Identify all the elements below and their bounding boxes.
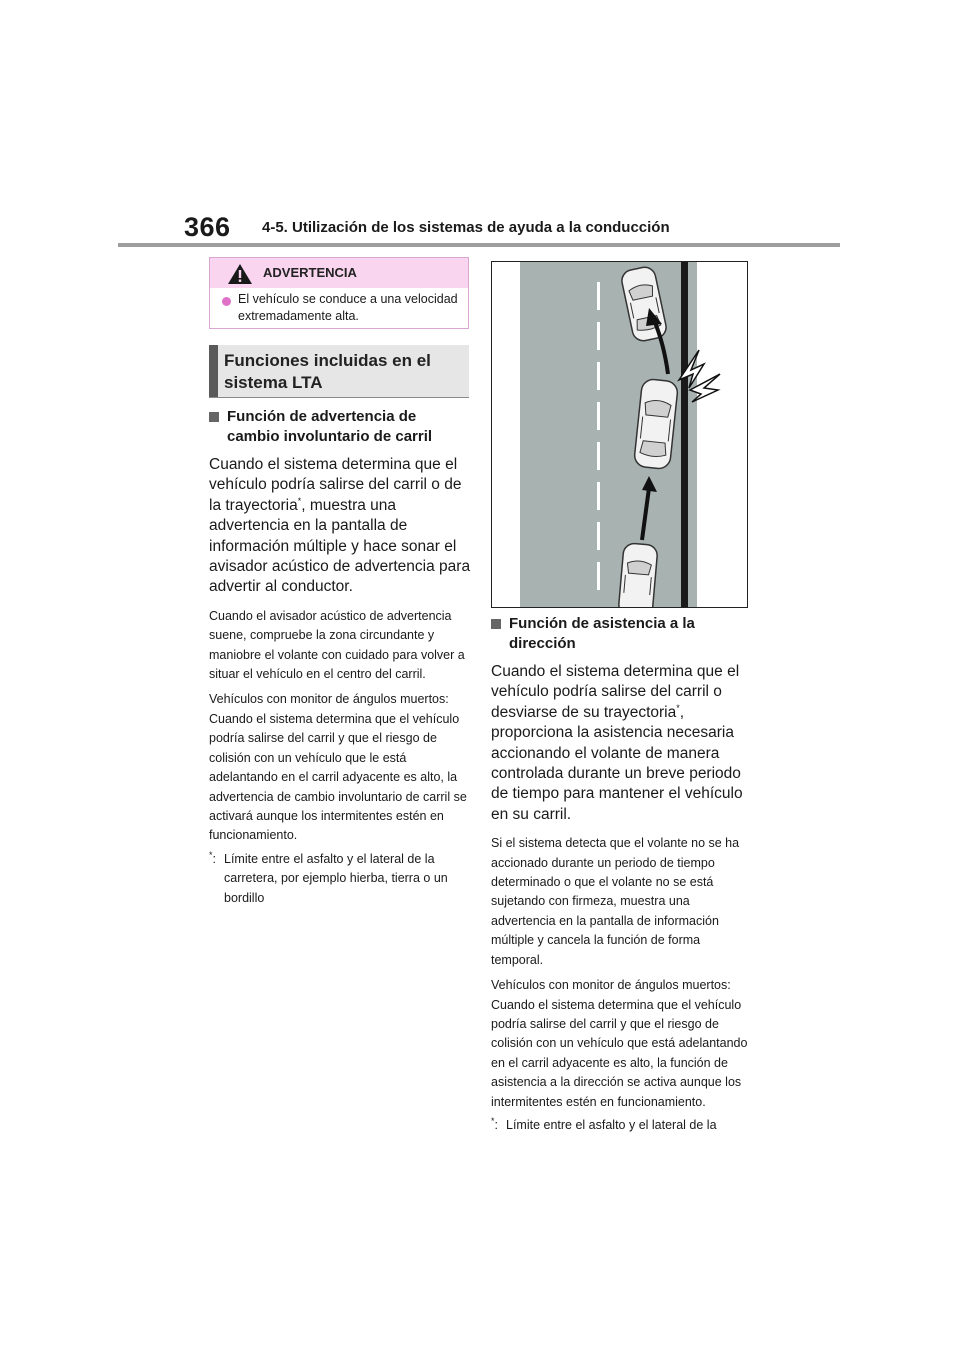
warning-box <box>209 257 469 329</box>
right-subheading-text: Función de asistencia a la dirección <box>509 615 695 652</box>
section-underline <box>209 397 469 398</box>
lane-illustration <box>491 261 748 608</box>
right-footnote <box>491 1116 753 1138</box>
left-p1-start: Cuando el sistema determina que el vehículo podría salirse del carril o de la trayectoria <box>209 456 462 514</box>
right-column <box>491 614 753 1138</box>
right-paragraph-1 <box>491 662 753 825</box>
warning-title: ADVERTENCIA <box>263 265 357 280</box>
warning-triangle-icon <box>227 263 253 285</box>
warning-text: El vehículo se conduce a una velocidad extremadamente alta. <box>238 292 458 323</box>
footnote-ref: * <box>676 702 680 713</box>
left-footnote <box>209 850 471 910</box>
right-footnote-text: Límite entre el asfalto y el lateral de la <box>506 1117 717 1132</box>
chapter-title: 4-5. Utilización de los sistemas de ayuda a la conducción <box>262 219 670 236</box>
right-paragraph-3: Vehículos con monitor de ángulos muertos: Cuando el sistema determina que el vehículo podría salirse del carril y que el riesgo de colisión con un vehículo que está adelantando en el carril adyacente es alto, la función de asistencia a la dirección se activa aunque los intermitentes estén en funcionamiento. <box>491 978 748 1109</box>
footnote-marker <box>491 1116 498 1135</box>
footnote-asterisk: * <box>491 1115 495 1126</box>
right-subheading <box>491 614 753 654</box>
left-footnote-text: Límite entre el asfalto y el lateral de la carretera, por ejemplo hierba, tierra o un bordillo <box>224 851 448 905</box>
footnote-ref: * <box>297 495 302 506</box>
left-paragraph-1 <box>209 455 471 598</box>
right-paragraph-2: Si el sistema detecta que el volante no se ha accionado durante un periodo de tiempo determinado o que el volante no se está sujetando con firmeza, muestra una advertencia en la pantalla de información múltiple y cancela la función de forma temporal. <box>491 836 740 967</box>
square-bullet-icon <box>209 412 219 422</box>
footnote-colon: : <box>494 1117 498 1132</box>
footnote-asterisk: * <box>209 849 213 860</box>
left-paragraph-3: Vehículos con monitor de ángulos muertos: Cuando el sistema determina que el vehículo podría salirse del carril y que el riesgo de colisión con un vehículo que le está adelantando en el carril adyacente es alto, la advertencia de cambio involuntario de carril se activará aunque los intermitentes estén en funcionamiento. <box>209 692 467 843</box>
left-subheading-text: Función de advertencia de cambio involuntario de carril <box>227 408 433 445</box>
left-subheading <box>209 407 471 447</box>
right-p1-start: Cuando el sistema determina que el vehículo podría salirse del carril o desviarse de su trayectoria <box>491 663 740 721</box>
header-rule <box>118 243 840 247</box>
footnote-marker <box>209 850 216 869</box>
page-number: 366 <box>184 212 231 242</box>
left-p1-end: , muestra una advertencia en la pantalla de información múltiple y hace sonar el avisador acústico de advertencia para advertir al conductor. <box>209 496 471 596</box>
left-column <box>209 407 471 910</box>
warning-bullet-icon <box>222 297 231 306</box>
footnote-colon: : <box>212 851 216 866</box>
lane-diagram <box>492 262 748 608</box>
right-p1-end: , proporciona la asistencia necesaria accionando el volante de manera controlada durante un breve periodo de tiempo para mantener el vehículo en su carril. <box>491 703 743 823</box>
left-paragraph-2: Cuando el avisador acústico de advertencia suene, compruebe la zona circundante y maniobre el volante con cuidado para volver a situar el vehículo en el centro del carril. <box>209 608 465 682</box>
car-bottom <box>618 543 658 608</box>
square-bullet-icon <box>491 619 501 629</box>
warning-header <box>210 258 468 288</box>
section-heading <box>209 345 469 397</box>
section-title: Funciones incluidas en el sistema LTA <box>224 351 431 392</box>
